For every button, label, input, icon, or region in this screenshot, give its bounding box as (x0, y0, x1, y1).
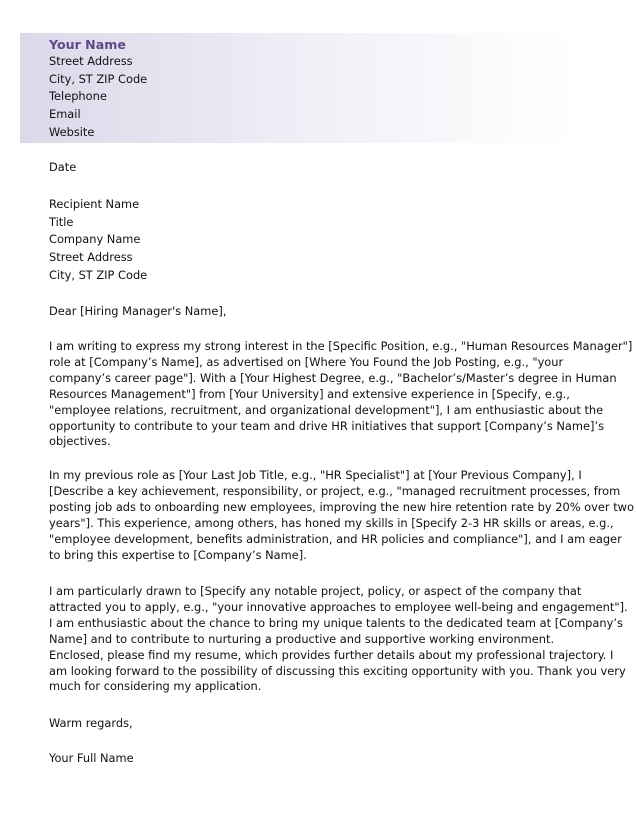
closing: Warm regards, (49, 716, 133, 730)
paragraph-line: company’s career page"]. With a [Your Highest Degree, e.g., "Bachelor’s/Master’s degree in Human (49, 370, 617, 385)
paragraph-line: Resources Management"] from [Your University] and extensive experience in [Specify, e.g., (49, 386, 570, 401)
paragraph-line: "employee relations, recruitment, and organizational development"], I am enthusiastic about the (49, 402, 604, 417)
recipient-block (49, 196, 594, 285)
paragraph-line: I am writing to express my strong interest in the [Specific Position, e.g., "Human Resources Manager"] (49, 339, 633, 353)
recipient-company: Company Name (49, 232, 141, 247)
paragraph-line: to bring this expertise to [Company’s Name]. (49, 547, 307, 562)
salutation: Dear [Hiring Manager's Name], (49, 304, 227, 318)
paragraph-line: I am particularly drawn to [Specify any notable project, policy, or aspect of the company that (49, 584, 582, 598)
paragraph-line: opportunity to contribute to your team and drive HR initiatives that support [Company’s Name]’s (49, 418, 605, 433)
recipient-city: City, ST ZIP Code (49, 267, 148, 282)
paragraph-line: "employee development, benefits administration, and HR policies and compliance"], and I am eager (49, 531, 622, 546)
body-paragraph-3 (49, 584, 628, 695)
signature-name: Your Full Name (49, 751, 134, 765)
paragraph-line: attracted you to apply, e.g., "your innovative approaches to employee well-being and engagement"]. (49, 599, 628, 614)
body-paragraph-1 (49, 339, 633, 450)
sender-email: Email (49, 107, 81, 122)
paragraph-line: In my previous role as [Your Last Job Title, e.g., "HR Specialist"] at [Your Previous Company], I (49, 468, 582, 482)
paragraph-line: posting job ads to onboarding new employees, improving the new hire retention rate by 20% over two (49, 499, 634, 514)
paragraph-line: I am enthusiastic about the chance to bring my unique talents to the dedicated team at [Company’s (49, 615, 623, 630)
paragraph-line: [Describe a key achievement, responsibility, or project, e.g., "managed recruitment processes, from (49, 483, 621, 498)
sender-telephone: Telephone (49, 89, 107, 104)
sender-street: Street Address (49, 54, 133, 68)
recipient-name: Recipient Name (49, 197, 140, 211)
recipient-street: Street Address (49, 250, 133, 265)
paragraph-line: am looking forward to the possibility of discussing this exciting opportunity with you. Thank you very (49, 663, 626, 678)
paragraph-line: objectives. (49, 434, 111, 449)
recipient-title: Title (49, 214, 74, 229)
paragraph-line: role at [Company’s Name], as advertised on [Where You Found the Job Posting, e.g., "your (49, 354, 564, 369)
sender-name: Your Name (49, 37, 126, 52)
sender-header (49, 36, 147, 142)
paragraph-line: much for considering my application. (49, 679, 262, 694)
sender-city: City, ST ZIP Code (49, 71, 148, 86)
paragraph-line: Name] and to contribute to nurturing a productive and supportive working environment. (49, 631, 555, 646)
paragraph-line: years"]. This experience, among others, has honed my skills in [Specify 2-3 HR skills or areas, e.g., (49, 515, 614, 530)
paragraph-line: Enclosed, please find my resume, which provides further details about my professional trajectory. I (49, 647, 614, 662)
body-paragraph-2 (49, 468, 634, 563)
letter-date: Date (49, 160, 77, 174)
sender-website: Website (49, 124, 95, 139)
